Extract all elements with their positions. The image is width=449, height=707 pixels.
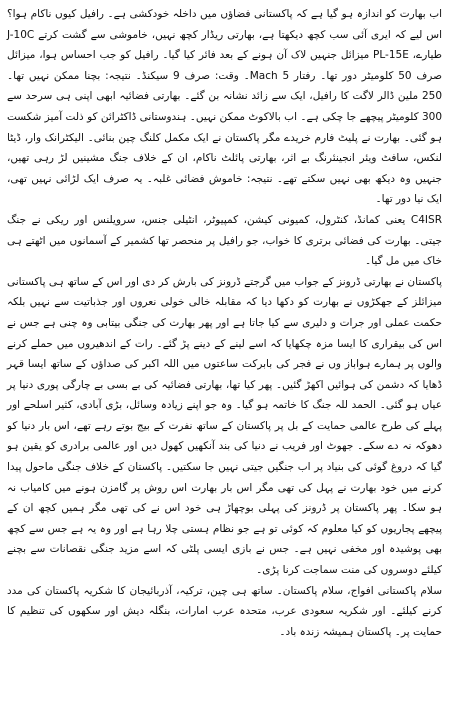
paragraph-drone-response: پاکستان نے بھارتی ڈرونز کے جواب میں گرجتے ڈرونز کی بارش کر دی اور اس کے ساتھ ہی پاکستانی میزائلز کے جھکڑوں نے بھارت کو دکھا دیا کہ مقابلہ خالی خولی نعروں اور جذباتیت سے نہیں بلکہ حکمت عملی اور جرات و دلیری سے کیا جاتا ہے اور پھر بھارت کی جنگی بیتابی وہ چنی ہے جس نے اس کی بیقراری کا ایسا مزہ چکھایا کہ اسے لینے کے دینے پڑ گئے۔ رات کے اندھیروں میں حملے کرنے والوں پر ہمارے ہواباز وں نے فجر کی بابرکت ساعتوں میں اللہ اکبر کی صداؤں کے ساتھ ایسا قہر ڈھایا کہ دشمن کی ہوائیں اکھڑ گئیں۔ پھر کیا تھا، بھارتی فضائیہ کی بے بسی بے چارگی پوری دنیا پر عیاں ہو گئی۔ الحمد للہ جنگ کا خاتمہ ہو گیا۔ وہ جو اپنے زیادہ وسائل، بڑی آبادی، کثیر اسلحے اور پہلے کی طرح عالمی حمایت کے بل پر پاکستان کے ساتھ نفرت کے بیج بوتے رہے تھے، اس بار دنیا کو دھوکہ نہ دے سکے۔ جھوٹ اور فریب نے دنیا کی بند آنکھیں کھول دیں اور عالمی برادری کو یقین ہو گیا کہ دروغ گوئی کی بنیاد پر اب جنگیں جیتی نہیں جا سکتیں۔ پاکستان کے خلاف جنگی ماحول پیدا کرنے میں خود بھارت نے پہل کی تھی مگر اس بار بھارت اس روش پر گامزن ہونے میں کامیاب نہ ہو سکا۔ پھر پاکستان پر ڈرونز کی پہلی بوچھاڑ ہی خود اس نے کی تھی مگر ہمیں کچھ ان کے پیچھے پجاریوں کو کیا معلوم کہ کوئی تو ہے جو نظام ہستی چلا رہا ہے اور وہ یہ ہے جس سے کچھ بھی پوشیدہ اور مخفی نہیں ہے۔ جس نے بازی ایسی پلٹی کہ اسے مزید جنگی نقصانات سے بچنے کیلئے دوسروں کی منت سماجت کرنا پڑی۔ [7,275,442,577]
paragraph-rafale-analysis: اب بھارت کو اندازہ ہو گیا ہے کہ پاکستانی فضاؤں میں داخلہ خودکشی ہے۔ رافیل کیوں ناکام ہوا؟ اس لیے کہ ایری آئی سب کچھ دیکھتا ہے، بھارتی ریڈار کچھ نہیں، خاموشی سے گشت کرتے J-10C طیارے، PL-15E میزائل جنہیں لاک آن ہونے کے بعد فائر کیا گیا۔ رافیل کو جب احساس ہوا، میزائل صرف 50 کلومیٹر دور تھا۔ رفتار 5 Mach۔ وقت: صرف 9 سیکنڈ۔ نتیجہ: بچنا ممکن نہیں تھا۔ 250 ملین ڈالر لاگت کا رافیل، ایک سے زائد نشانہ بن گئے۔ بھارتی فضائیہ ابھی اپنی ہی سرحد سے 300 کلومیٹر پیچھے جا چکی ہے۔ اب بالاکوٹ ممکن نہیں۔ ہندوستانی ڈاکٹرائن کو ذلت آمیز شکست ہو گئی۔ بھارت نے پلیٹ فارم خریدے مگر پاکستان نے ایک مکمل کلنگ چین بنائی۔ الیکٹرانک وار، ڈیٹا لنکس، سافٹ ویئر انجینئرنگ بے اثر، بھارتی پائلٹ ناکام، ان کے خلاف جنگ مشینیں لڑ رہی تھیں، جنہیں وہ دیکھ بھی نہیں سکتے تھے۔ نتیجہ: خاموش فضائی غلبہ۔ یہ صرف ایک لڑائی نہیں تھی، ایک نیا دور تھا۔ [7,8,442,206]
paragraph-c4isr: C4ISR یعنی کمانڈ، کنٹرول، کمیونی کیشن، کمپیوٹر، انٹیلی جنس، سرویلنس اور ریکی نے جنگ جیتی۔ بھارت کی فضائی برتری کا خواب، جو رافیل پر منحصر تھا کشمیر کے آسمانوں میں اٹھتے ہی خاک میں مل گیا۔ [7,213,442,268]
paragraph-salute-and-thanks: سلام پاکستانی افواج، سلام پاکستان۔ ساتھ ہی چین، ترکیہ، آذربائیجان کا شکریہ پاکستان کی مدد کرنے کیلئے۔ اور شکریہ سعودی عرب، متحدہ عرب امارات، بنگلہ دیش اور سکھوں کی تنظیم کا حمایت پر۔ پاکستان ہمیشہ زندہ باد۔ [7,584,442,638]
